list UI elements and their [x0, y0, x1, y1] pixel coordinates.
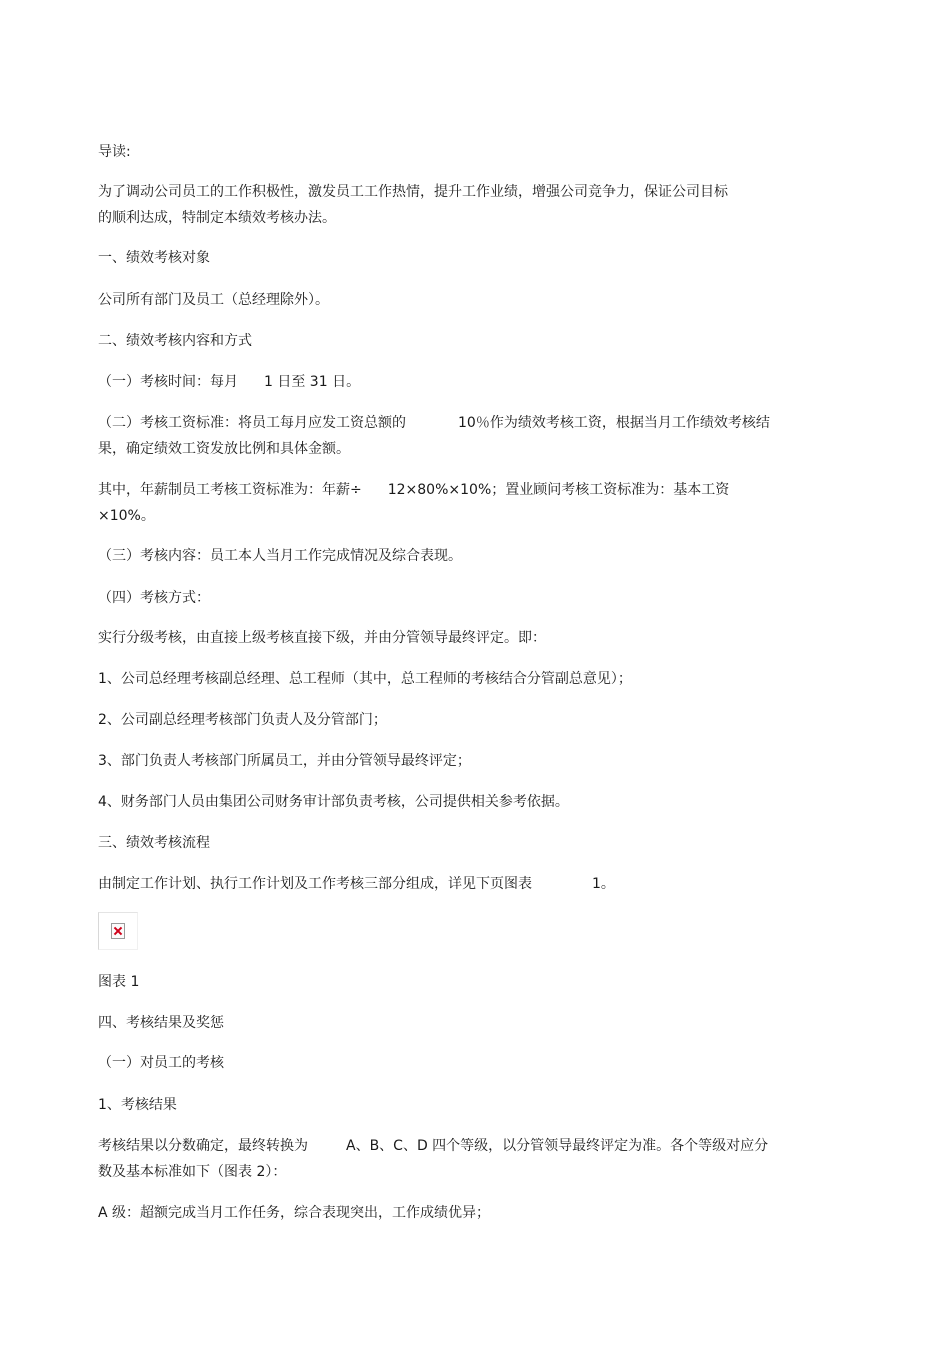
- intro-heading: 导读:: [98, 144, 131, 160]
- section-3-title: 三、绩效考核流程: [98, 835, 210, 851]
- salary-standard-value: 10％作为绩效考核工资，根据当月工作绩效考核结: [458, 415, 770, 431]
- flow-figure-ref: 1。: [592, 876, 615, 892]
- list-item-3: 3、部门负责人考核部门所属员工，并由分管领导最终评定；: [98, 753, 471, 769]
- grade-levels: A、B、C、D 四个等级，以分管领导最终评定为准。各个等级对应分: [346, 1138, 769, 1154]
- list-item-4: 4、财务部门人员由集团公司财务审计部负责考核，公司提供相关参考依据。: [98, 794, 569, 810]
- section-2-4: （四）考核方式：: [98, 590, 210, 606]
- list-item-1: 1、公司总经理考核副总经理、总工程师（其中，总工程师的考核结合分管副总意见）；: [98, 671, 632, 687]
- section-1-title: 一、绩效考核对象: [98, 250, 210, 266]
- figure-1-caption: 图表 1: [98, 974, 140, 990]
- salary-formula-value: 12×80%×10%；置业顾问考核工资标准为：基本工资: [387, 482, 730, 498]
- section-2-3: （三）考核内容：员工本人当月工作完成情况及综合表现。: [98, 548, 462, 564]
- section-3-body: [98, 874, 615, 894]
- broken-image-icon: [111, 923, 125, 939]
- section-2-title: 二、绩效考核内容和方式: [98, 333, 252, 349]
- salary-formula-line-2: ×10%。: [98, 508, 155, 524]
- section-4-1: （一）对员工的考核: [98, 1055, 224, 1071]
- salary-formula-line-1: [98, 480, 729, 500]
- salary-formula-label: 其中，年薪制员工考核工资标准为：年薪÷: [98, 482, 362, 498]
- section-4-1-1: 1、考核结果: [98, 1097, 177, 1113]
- salary-standard-label: （二）考核工资标准：将员工每月应发工资总额的: [98, 415, 406, 431]
- section-2-1-exam-time: [98, 372, 360, 392]
- flow-description: 由制定工作计划、执行工作计划及工作考核三部分组成，详见下页图表: [98, 876, 532, 892]
- section-2-2-line-2: 果，确定绩效工资发放比例和具体金额。: [98, 441, 350, 457]
- section-2-2-line-1: [98, 413, 770, 433]
- exam-time-label: （一）考核时间：每月: [98, 374, 238, 390]
- intro-paragraph-line-1: 为了调动公司员工的工作积极性，激发员工工作热情，提升工作业绩，增强公司竞争力，保证公司目标: [98, 184, 728, 200]
- list-item-2: 2、公司副总经理考核部门负责人及分管部门；: [98, 712, 387, 728]
- section-1-body: 公司所有部门及员工（总经理除外）。: [98, 292, 329, 308]
- section-4-body-line-2: 数及基本标准如下（图表 2）：: [98, 1164, 287, 1180]
- intro-paragraph-line-2: 的顺利达成，特制定本绩效考核办法。: [98, 210, 336, 226]
- grade-a-standard: A 级：超额完成当月工作任务，综合表现突出，工作成绩优异；: [98, 1205, 491, 1221]
- exam-time-value: 1 日至 31 日。: [264, 374, 361, 390]
- section-4-title: 四、考核结果及奖惩: [98, 1015, 224, 1031]
- section-2-4-body: 实行分级考核，由直接上级考核直接下级，并由分管领导最终评定。即：: [98, 630, 546, 646]
- result-description: 考核结果以分数确定，最终转换为: [98, 1138, 308, 1154]
- figure-1-image-placeholder: [98, 912, 138, 950]
- section-4-body-line-1: [98, 1136, 768, 1156]
